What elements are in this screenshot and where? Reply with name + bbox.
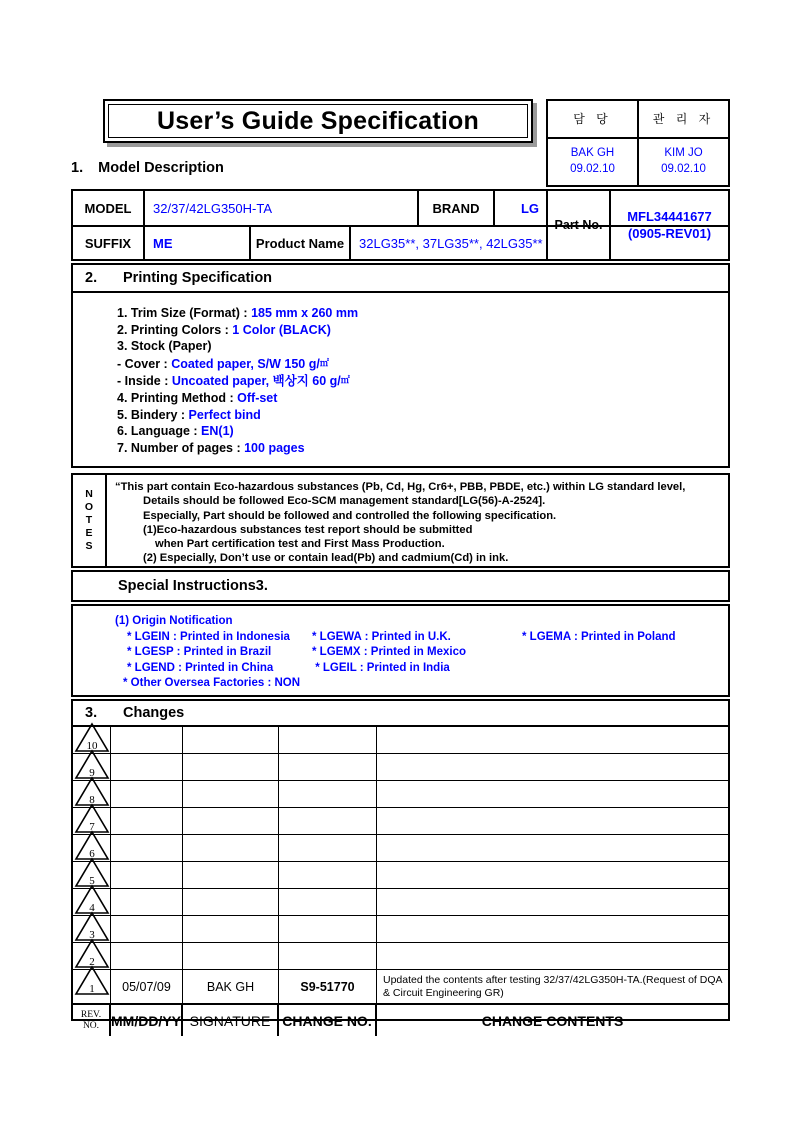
suffix-label: SUFFIX xyxy=(84,235,132,251)
printing-spec-item-value: 100 pages xyxy=(244,440,305,455)
revision-triangle-icon xyxy=(74,803,110,834)
revision-number: 6 xyxy=(89,848,95,860)
notes-vertical-label xyxy=(73,475,107,566)
footer-signature-header-text: SIGNATURE xyxy=(189,1012,271,1029)
title-inner-border xyxy=(108,104,528,138)
revision-date-cell xyxy=(111,781,183,807)
printing-specification-block xyxy=(71,263,730,468)
revision-date-cell xyxy=(111,727,183,753)
revision-contents-cell xyxy=(377,754,728,780)
revision-date-cell xyxy=(111,970,183,1003)
approver-date-1: 09.02.10 xyxy=(570,163,615,175)
revision-signature-cell xyxy=(183,808,279,834)
approver-name-1: BAK GH xyxy=(570,147,615,160)
suffix-label-cell xyxy=(73,227,143,259)
printing-spec-item-label: 3. Stock (Paper) xyxy=(117,339,212,354)
notes-label-letter: T xyxy=(85,514,93,526)
table-row xyxy=(73,916,728,943)
document-title-box xyxy=(103,99,533,143)
model-table-vline-5 xyxy=(349,225,351,259)
printing-spec-item xyxy=(117,338,728,355)
table-row xyxy=(73,835,728,862)
model-label: MODEL xyxy=(84,200,132,216)
printing-spec-list xyxy=(73,293,728,456)
printing-spec-item-label: - Inside : xyxy=(117,374,172,389)
revision-number-cell xyxy=(73,970,111,1003)
revision-signature-cell xyxy=(183,943,279,969)
revision-contents-cell xyxy=(377,808,728,834)
revision-change-no-cell xyxy=(279,727,377,753)
changes-table xyxy=(71,727,730,1031)
section-1-heading xyxy=(71,160,224,176)
table-row xyxy=(73,889,728,916)
model-description-table xyxy=(71,189,730,261)
revision-triangle-icon xyxy=(74,830,110,861)
revision-number: 10 xyxy=(86,740,98,752)
revision-date-cell-text: 05/07/09 xyxy=(122,979,171,994)
revision-signature-cell xyxy=(183,835,279,861)
revision-contents-cell xyxy=(377,943,728,969)
revision-contents-cell xyxy=(377,727,728,753)
footer-signature-header xyxy=(183,1005,279,1036)
revision-date-cell xyxy=(111,916,183,942)
printing-spec-item xyxy=(117,322,728,339)
printing-spec-item-label: 7. Number of pages : xyxy=(117,440,245,455)
section-2-header xyxy=(73,265,728,293)
origin-entry: * LGEWA : Printed in U.K. xyxy=(312,630,451,643)
origin-entry: * LGEIN : Printed in Indonesia xyxy=(127,630,290,643)
revision-number: 2 xyxy=(89,956,95,968)
notes-line: (1)Eco-hazardous substances test report should be submitted xyxy=(143,523,473,536)
revision-number: 9 xyxy=(89,767,95,779)
revision-contents-cell xyxy=(377,835,728,861)
revision-signature-cell xyxy=(183,889,279,915)
footer-date-header xyxy=(111,1005,183,1036)
printing-spec-item-value: Coated paper, S/W 150 g/ xyxy=(171,356,320,371)
suffix-value-cell xyxy=(145,227,249,259)
section-2-title: Printing Specification xyxy=(123,270,273,286)
printing-spec-item-label: 5. Bindery : xyxy=(117,407,189,422)
revision-contents-cell xyxy=(377,862,728,888)
printing-spec-item-value: Uncoated paper, 백상지 60 g/ xyxy=(171,374,341,389)
printing-spec-item-label: 4. Printing Method : xyxy=(117,390,238,405)
table-row xyxy=(73,862,728,889)
section-1-number: 1. xyxy=(71,160,84,176)
printing-spec-item-value: Off-set xyxy=(237,390,278,405)
revision-date-cell xyxy=(111,754,183,780)
revision-change-no-cell xyxy=(279,862,377,888)
revision-date-cell xyxy=(111,862,183,888)
printing-spec-item xyxy=(117,440,728,457)
revision-signature-cell xyxy=(183,862,279,888)
approval-header-row xyxy=(548,101,728,139)
revision-date-cell xyxy=(111,808,183,834)
printing-spec-item xyxy=(117,390,728,407)
section-3-number: 3. xyxy=(85,705,98,721)
model-table-hline xyxy=(73,225,728,227)
printing-spec-item-value: 1 Color (BLACK) xyxy=(232,322,331,337)
revision-change-no-cell-text: S9-51770 xyxy=(300,979,355,994)
origin-row xyxy=(115,630,728,646)
printing-spec-item-unit: ㎡ xyxy=(340,375,350,386)
approver-cell-1 xyxy=(548,139,637,185)
origin-row xyxy=(115,645,728,661)
revision-number-cell xyxy=(73,727,111,753)
notes-label-letter: O xyxy=(84,501,94,513)
printing-spec-item-value: 185 mm x 260 mm xyxy=(251,306,359,320)
printing-spec-item xyxy=(117,372,728,390)
model-table-vline-1 xyxy=(143,191,145,259)
revision-signature-cell xyxy=(183,754,279,780)
revision-date-cell xyxy=(111,835,183,861)
model-label-cell xyxy=(73,191,143,225)
approval-box xyxy=(546,99,730,187)
revision-contents-cell xyxy=(377,970,728,1003)
approval-header-cell-2 xyxy=(637,101,728,137)
revision-number-cell xyxy=(73,943,111,969)
revision-date-cell xyxy=(111,943,183,969)
revision-number-cell xyxy=(73,808,111,834)
footer-rev-line-2: NO. xyxy=(82,1020,100,1031)
approval-header-label-2: 관 리 자 xyxy=(652,111,715,126)
origin-entry: * LGESP : Printed in Brazil xyxy=(127,646,272,658)
origin-row xyxy=(115,661,728,677)
table-row xyxy=(73,970,728,1005)
revision-triangle-icon xyxy=(74,884,110,915)
revision-number: 3 xyxy=(89,929,95,941)
revision-triangle-icon xyxy=(74,911,110,942)
product-name-label-cell xyxy=(251,227,349,259)
revision-date-cell xyxy=(111,889,183,915)
origin-notification-rows xyxy=(115,630,728,692)
part-no-value: MFL34441677 xyxy=(627,209,712,224)
revision-change-no-cell xyxy=(279,916,377,942)
section-3-title: Changes xyxy=(123,705,185,721)
revision-number: 7 xyxy=(89,821,95,833)
footer-contents-header xyxy=(377,1005,728,1036)
revision-number: 8 xyxy=(89,794,95,806)
revision-number: 4 xyxy=(89,902,95,914)
notes-line: (2) Especially, Don’t use or contain lead(Pb) and cadmium(Cd) in ink. xyxy=(143,552,509,565)
revision-change-no-cell xyxy=(279,970,377,1003)
printing-spec-item-value: Perfect bind xyxy=(188,407,261,422)
notes-body xyxy=(107,475,728,566)
footer-rev-line-1: REV. xyxy=(80,1009,102,1020)
approval-header-cell-1 xyxy=(548,101,637,137)
revision-change-no-cell xyxy=(279,781,377,807)
printing-spec-item xyxy=(117,423,728,440)
revision-contents-cell xyxy=(377,889,728,915)
revision-contents-cell xyxy=(377,781,728,807)
revision-triangle-icon xyxy=(74,965,110,996)
revision-change-no-cell xyxy=(279,754,377,780)
revision-change-no-cell xyxy=(279,889,377,915)
origin-notification-title: (1) Origin Notification xyxy=(115,615,233,627)
revision-signature-cell xyxy=(183,727,279,753)
suffix-value: ME xyxy=(153,235,173,251)
printing-spec-item-value: EN(1) xyxy=(201,424,234,439)
revision-triangle-icon xyxy=(74,749,110,780)
revision-number: 5 xyxy=(89,875,95,887)
origin-other-factories: * Other Oversea Factories : NON xyxy=(123,677,301,689)
revision-triangle-icon xyxy=(74,938,110,969)
approver-date-2: 09.02.10 xyxy=(661,163,706,175)
revision-signature-cell xyxy=(183,781,279,807)
brand-label-cell xyxy=(419,191,493,225)
revision-change-no-cell xyxy=(279,835,377,861)
table-row xyxy=(73,808,728,835)
approver-name-2: KIM JO xyxy=(664,147,703,160)
model-table-vline-2 xyxy=(417,191,419,225)
origin-entry: * LGEND : Printed in China xyxy=(127,661,274,674)
revision-number-cell xyxy=(73,835,111,861)
product-name-value: 32LG35**, 37LG35**, 42LG35** xyxy=(359,235,543,251)
revision-triangle-icon xyxy=(74,776,110,807)
part-no-revision: (0905-REV01) xyxy=(627,226,712,241)
printing-spec-item xyxy=(117,407,728,424)
origin-entry: * LGEMX : Printed in Mexico xyxy=(312,646,466,658)
footer-change-no-header-text: CHANGE NO. xyxy=(282,1012,372,1029)
revision-change-no-cell xyxy=(279,808,377,834)
product-name-label: Product Name xyxy=(255,235,345,251)
table-row xyxy=(73,943,728,970)
revision-number: 1 xyxy=(89,983,95,995)
model-value-cell xyxy=(145,191,417,225)
printing-spec-item-label: - Cover : xyxy=(117,356,172,371)
revision-number-cell xyxy=(73,862,111,888)
model-table-vline-4 xyxy=(249,225,251,259)
product-name-value-cell xyxy=(351,227,651,259)
footer-date-header-text: MM/DD/YY xyxy=(111,1012,181,1029)
notes-line: “This part contain Eco-hazardous substances (Pb, Cd, Hg, Cr6+, PBB, PBDE, etc.) within LG standard level, xyxy=(115,481,686,493)
notes-label-letter: S xyxy=(85,540,93,552)
origin-notification-block xyxy=(71,604,730,697)
part-no-label: Part No. xyxy=(554,218,603,232)
revision-number-cell xyxy=(73,781,111,807)
notes-label-letter: E xyxy=(85,527,93,539)
approval-value-row xyxy=(548,139,728,185)
brand-value: LG xyxy=(520,200,540,216)
revision-change-no-cell xyxy=(279,943,377,969)
footer-change-no-header xyxy=(279,1005,377,1036)
revision-contents-cell-text: Updated the contents after testing 32/37/42LG350H-TA.(Request of DQA & Circuit Engineering GR) xyxy=(383,973,722,999)
approver-cell-2 xyxy=(637,139,728,185)
special-instructions-title: Special Instructions3. xyxy=(118,578,268,594)
footer-contents-header-text: CHANGE CONTENTS xyxy=(481,1012,624,1029)
printing-spec-item-unit: ㎡ xyxy=(319,357,329,368)
printing-spec-item-label: 6. Language : xyxy=(117,424,202,439)
model-value: 32/37/42LG350H-TA xyxy=(153,200,272,216)
notes-line: when Part certification test and First Mass Production. xyxy=(155,538,445,551)
revision-signature-cell-text: BAK GH xyxy=(206,979,255,994)
page-title: User’s Guide Specification xyxy=(157,106,479,135)
revision-triangle-icon xyxy=(74,722,110,753)
printing-spec-item xyxy=(117,305,728,322)
brand-label: BRAND xyxy=(432,200,480,216)
origin-entry: * LGEIL : Printed in India xyxy=(312,661,450,674)
brand-value-cell xyxy=(495,191,565,225)
revision-signature-cell xyxy=(183,970,279,1003)
revision-triangle-icon xyxy=(74,857,110,888)
model-table-vline-3 xyxy=(493,191,495,225)
origin-entry: * LGEMA : Printed in Poland xyxy=(522,630,676,643)
table-row xyxy=(73,727,728,754)
printing-spec-item-label: 1. Trim Size (Format) : xyxy=(117,306,252,320)
section-2-number: 2. xyxy=(85,270,98,286)
special-instructions-header xyxy=(71,570,730,602)
notes-line: Details should be followed Eco-SCM management standard[LG(56)-A-2524]. xyxy=(143,495,546,508)
revision-contents-cell xyxy=(377,916,728,942)
revision-number-cell xyxy=(73,754,111,780)
table-row xyxy=(73,781,728,808)
notes-block xyxy=(71,473,730,568)
revision-signature-cell xyxy=(183,916,279,942)
footer-rev-no-cell xyxy=(73,1005,111,1036)
revision-number-cell xyxy=(73,889,111,915)
section-1-title: Model Description xyxy=(98,160,224,176)
notes-line: Especially, Part should be followed and controlled the following specification. xyxy=(143,509,557,522)
revision-number-cell xyxy=(73,916,111,942)
notes-label-letter: N xyxy=(85,488,93,500)
approval-header-label-1: 담 당 xyxy=(573,111,612,126)
printing-spec-item xyxy=(117,355,728,373)
table-footer-row xyxy=(73,1005,728,1036)
printing-spec-item-label: 2. Printing Colors : xyxy=(117,322,233,337)
table-row xyxy=(73,754,728,781)
section-3-header xyxy=(71,699,730,727)
